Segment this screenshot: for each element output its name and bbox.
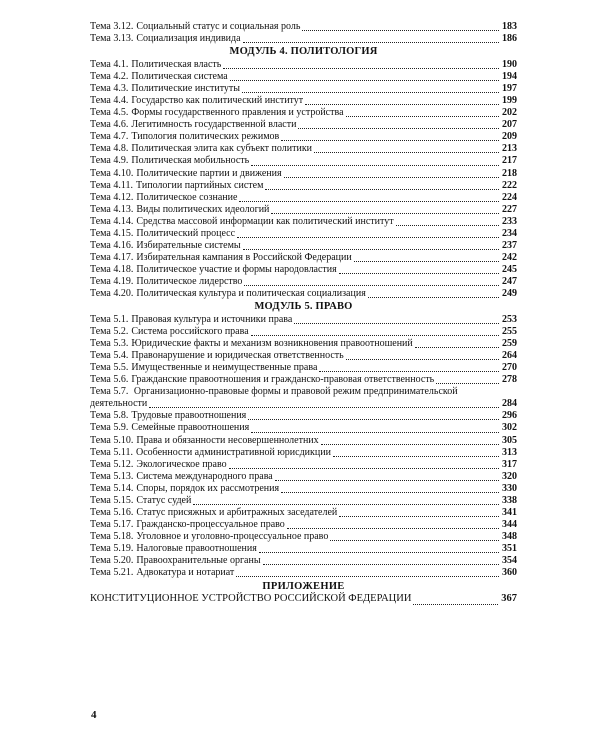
toc-topic-number: Тема 4.17.: [90, 251, 134, 263]
toc-topic-number: Тема 3.12.: [90, 21, 134, 32]
table-of-contents: [90, 21, 517, 607]
toc-entry[interactable]: [90, 107, 517, 119]
toc-page-number: 197: [502, 83, 517, 95]
toc-entry[interactable]: [90, 519, 517, 531]
toc-topic-title: Налоговые правоотношения: [136, 542, 257, 554]
toc-entry[interactable]: [90, 228, 517, 240]
toc-entry[interactable]: [90, 192, 517, 204]
toc-entry[interactable]: [90, 326, 517, 338]
toc-page-number: 367: [501, 593, 517, 605]
toc-page-number: 217: [502, 155, 517, 167]
toc-topic-number: Тема 5.21.: [90, 567, 134, 579]
toc-topic-number: Тема 5.16.: [90, 506, 134, 518]
toc-topic-title: Организационно-правовые формы и правовой режим предпринимательской: [133, 386, 458, 398]
toc-entry-wrapped-line1: [90, 386, 517, 398]
toc-entry[interactable]: [90, 422, 517, 434]
toc-entry[interactable]: [90, 240, 517, 252]
toc-topic-number: Тема 4.14.: [90, 215, 134, 227]
toc-page-number: 194: [502, 71, 517, 83]
toc-entry[interactable]: [90, 276, 517, 288]
toc-page-number: 284: [502, 398, 517, 410]
toc-topic-title: Политическая власть: [131, 59, 222, 71]
toc-page-number: 264: [502, 350, 517, 362]
toc-dot-leader: [314, 143, 499, 155]
toc-topic-number: Тема 4.16.: [90, 239, 134, 251]
toc-dot-leader: [230, 71, 499, 83]
toc-page-number: 247: [502, 275, 517, 287]
toc-entry[interactable]: [90, 33, 517, 45]
toc-topic-number: Тема 4.9.: [90, 155, 129, 167]
toc-entry[interactable]: [90, 435, 517, 447]
toc-dot-leader: [339, 264, 499, 276]
toc-topic-number: Тема 5.7.: [90, 386, 129, 398]
toc-dot-leader: [287, 519, 499, 531]
toc-dot-leader: [271, 204, 499, 216]
toc-topic-number: Тема 5.14.: [90, 482, 134, 494]
toc-topic-number: Тема 4.20.: [90, 287, 134, 299]
toc-page-number: 186: [502, 33, 517, 45]
toc-topic-title: Экологическое право: [136, 458, 227, 470]
toc-page-number: 207: [502, 119, 517, 131]
toc-entry[interactable]: [90, 288, 517, 300]
toc-topic-number: Тема 5.11.: [90, 446, 133, 458]
page-number: 4: [91, 709, 97, 721]
toc-topic-number: Тема 5.6.: [90, 374, 129, 386]
toc-page-number: 233: [502, 215, 517, 227]
toc-topic-title: Государство как политический институт: [131, 95, 304, 107]
toc-dot-leader: [436, 374, 499, 386]
toc-entry[interactable]: [90, 21, 517, 33]
toc-topic-number: Тема 5.8.: [90, 410, 129, 422]
toc-page-number: 253: [502, 314, 517, 326]
toc-topic-number: Тема 5.15.: [90, 494, 134, 506]
toc-page-number: 320: [502, 470, 517, 482]
toc-topic-number: Тема 4.8.: [90, 143, 129, 155]
toc-topic-number: Тема 4.19.: [90, 275, 134, 287]
toc-dot-leader: [251, 326, 499, 338]
toc-entry[interactable]: [90, 252, 517, 264]
toc-page-number: 234: [502, 227, 517, 239]
toc-topic-number: Тема 5.10.: [90, 434, 134, 446]
toc-entry[interactable]: [90, 543, 517, 555]
toc-entry[interactable]: [90, 555, 517, 567]
toc-dot-leader: [333, 447, 499, 459]
toc-dot-leader: [415, 338, 499, 350]
toc-page-number: 330: [502, 482, 517, 494]
toc-entry[interactable]: [90, 71, 517, 83]
toc-page-number: 202: [502, 107, 517, 119]
toc-dot-leader: [149, 398, 499, 410]
toc-topic-title-continued: деятельности: [90, 398, 148, 410]
toc-page-number: 344: [502, 518, 517, 530]
toc-dot-leader: [319, 362, 499, 374]
toc-entry-wrapped[interactable]: [90, 386, 517, 410]
toc-entry[interactable]: [90, 168, 517, 180]
toc-dot-leader: [236, 567, 499, 579]
toc-appendix-title: КОНСТИТУЦИОННОЕ УСТРОЙСТВО РОССИЙСКОЙ ФЕДЕРАЦИИ: [90, 593, 412, 605]
toc-entry[interactable]: [90, 314, 517, 326]
toc-dot-leader: [263, 555, 499, 567]
toc-dot-leader: [193, 495, 499, 507]
toc-topic-number: Тема 4.18.: [90, 263, 134, 275]
toc-entry[interactable]: [90, 216, 517, 228]
toc-topic-title: Гражданские правоотношения и гражданско-правовая ответственность: [131, 374, 435, 386]
toc-dot-leader: [284, 168, 499, 180]
toc-topic-title: Трудовые правоотношения: [131, 410, 247, 422]
toc-topic-title: Виды политических идеологий: [136, 203, 270, 215]
toc-topic-title: Права и обязанности несовершеннолетних: [136, 434, 319, 446]
toc-section-module5-part1: [90, 314, 517, 386]
toc-page-number: 255: [502, 326, 517, 338]
toc-dot-leader: [305, 95, 499, 107]
toc-dot-leader: [244, 276, 499, 288]
toc-topic-number: Тема 5.1.: [90, 314, 129, 326]
toc-topic-number: Тема 5.4.: [90, 350, 129, 362]
toc-page-number: 245: [502, 263, 517, 275]
toc-topic-number: Тема 5.13.: [90, 470, 134, 482]
toc-page-number: 227: [502, 203, 517, 215]
toc-dot-leader: [298, 119, 499, 131]
toc-page-number: 305: [502, 434, 517, 446]
toc-entry[interactable]: [90, 531, 517, 543]
toc-dot-leader: [294, 314, 499, 326]
toc-topic-number: Тема 5.12.: [90, 458, 134, 470]
toc-topic-title: Особенности административной юрисдикции: [136, 446, 331, 458]
toc-topic-title: Статус присяжных и арбитражных заседателей: [136, 506, 338, 518]
toc-topic-title: Политическая культура и политическая социализация: [136, 287, 366, 299]
toc-topic-number: Тема 4.2.: [90, 71, 129, 83]
toc-dot-leader: [242, 83, 499, 95]
toc-entry[interactable]: [90, 471, 517, 483]
toc-topic-number: Тема 4.4.: [90, 95, 129, 107]
toc-topic-title: Система международного права: [136, 470, 273, 482]
toc-page-number: 213: [502, 143, 517, 155]
toc-topic-title: Легитимность государственной власти: [131, 119, 297, 131]
toc-topic-number: Тема 3.13.: [90, 33, 134, 45]
toc-dot-leader: [251, 422, 499, 434]
toc-section-module3-end: [90, 21, 517, 45]
toc-topic-title: Избирательные системы: [136, 239, 241, 251]
toc-dot-leader: [302, 21, 499, 33]
toc-dot-leader: [265, 180, 499, 192]
toc-topic-title: Семейные правоотношения: [131, 422, 250, 434]
toc-entry-wrapped-line2: [90, 398, 517, 410]
toc-page-number: 224: [502, 191, 517, 203]
toc-entry[interactable]: [90, 567, 517, 579]
appendix-heading: ПРИЛОЖЕНИЕ: [262, 581, 345, 593]
toc-page-number: 270: [502, 362, 517, 374]
toc-topic-number: Тема 5.9.: [90, 422, 129, 434]
toc-entry[interactable]: [90, 131, 517, 143]
toc-page-number: 199: [502, 95, 517, 107]
toc-topic-number: Тема 4.15.: [90, 227, 134, 239]
toc-entry[interactable]: [90, 350, 517, 362]
toc-topic-title: Политические институты: [131, 83, 241, 95]
toc-page-number: 278: [502, 374, 517, 386]
toc-dot-leader: [281, 131, 499, 143]
toc-page-number: 237: [502, 239, 517, 251]
toc-dot-leader: [243, 33, 499, 45]
toc-entry[interactable]: [90, 507, 517, 519]
toc-topic-number: Тема 4.13.: [90, 203, 134, 215]
toc-topic-number: Тема 4.7.: [90, 131, 129, 143]
toc-dot-leader: [346, 350, 499, 362]
toc-topic-number: Тема 5.19.: [90, 542, 134, 554]
toc-topic-title: Формы государственного правления и устройства: [131, 107, 344, 119]
toc-entry[interactable]: [90, 204, 517, 216]
toc-page-number: 259: [502, 338, 517, 350]
toc-topic-title: Правовая культура и источники права: [131, 314, 293, 326]
toc-topic-number: Тема 5.5.: [90, 362, 129, 374]
toc-topic-number: Тема 4.6.: [90, 119, 129, 131]
toc-topic-title: Имущественные и неимущественные права: [131, 362, 318, 374]
toc-entry[interactable]: [90, 362, 517, 374]
toc-page-number: 354: [502, 554, 517, 566]
toc-dot-leader: [321, 435, 499, 447]
toc-entry[interactable]: [90, 83, 517, 95]
toc-dot-leader: [239, 192, 499, 204]
toc-topic-title: Социализация индивида: [136, 33, 241, 45]
toc-entry[interactable]: [90, 95, 517, 107]
toc-entry[interactable]: [90, 180, 517, 192]
toc-topic-number: Тема 5.20.: [90, 554, 134, 566]
toc-section-module5-part2: [90, 410, 517, 579]
toc-dot-leader: [281, 483, 499, 495]
toc-topic-title: Уголовное и уголовно-процессуальное право: [136, 530, 329, 542]
toc-topic-number: Тема 4.10.: [90, 167, 134, 179]
toc-entry[interactable]: [90, 374, 517, 386]
toc-topic-title: Политический процесс: [136, 227, 236, 239]
toc-topic-title: Политическая элита как субъект политики: [131, 143, 313, 155]
toc-dot-leader: [248, 410, 499, 422]
toc-entry[interactable]: [90, 59, 517, 71]
toc-topic-number: Тема 5.18.: [90, 530, 134, 542]
toc-topic-title: Политическая система: [131, 71, 228, 83]
toc-dot-leader: [339, 507, 499, 519]
toc-page-number: 242: [502, 251, 517, 263]
toc-page-number: 348: [502, 530, 517, 542]
toc-page-number: 183: [502, 21, 517, 32]
toc-topic-title: Политическое сознание: [136, 191, 238, 203]
toc-page-number: 341: [502, 506, 517, 518]
toc-page-number: 249: [502, 287, 517, 299]
toc-section-module4: [90, 59, 517, 300]
toc-entry[interactable]: [90, 155, 517, 167]
toc-entry[interactable]: [90, 495, 517, 507]
toc-topic-title: Политические партии и движения: [136, 167, 282, 179]
toc-topic-number: Тема 4.12.: [90, 191, 134, 203]
toc-entry[interactable]: [90, 338, 517, 350]
toc-dot-leader: [223, 59, 499, 71]
toc-topic-title: Политическая мобильность: [131, 155, 250, 167]
toc-page-number: 302: [502, 422, 517, 434]
toc-dot-leader: [251, 155, 499, 167]
toc-dot-leader: [243, 240, 499, 252]
toc-topic-title: Средства массовой информации как политический институт: [136, 215, 394, 227]
toc-topic-title: Правоохранительные органы: [136, 554, 261, 566]
toc-page-number: 190: [502, 59, 517, 71]
toc-dot-leader: [354, 252, 499, 264]
toc-topic-title: Гражданско-процессуальное право: [136, 518, 285, 530]
toc-topic-title: Типология политических режимов: [131, 131, 280, 143]
toc-entry[interactable]: [90, 483, 517, 495]
toc-topic-number: Тема 5.3.: [90, 338, 129, 350]
toc-dot-leader: [396, 216, 499, 228]
toc-page-number: 313: [502, 446, 517, 458]
toc-entry-appendix[interactable]: [90, 593, 517, 607]
toc-entry[interactable]: [90, 143, 517, 155]
toc-topic-title: Политическое лидерство: [136, 275, 243, 287]
module-heading-politology: МОДУЛЬ 4. ПОЛИТОЛОГИЯ: [229, 46, 378, 58]
toc-dot-leader: [330, 531, 499, 543]
toc-page-number: 218: [502, 167, 517, 179]
toc-dot-leader: [229, 459, 499, 471]
toc-dot-leader: [259, 543, 499, 555]
toc-dot-leader: [368, 288, 499, 300]
toc-dot-leader: [413, 593, 498, 607]
toc-topic-number: Тема 4.1.: [90, 59, 129, 71]
toc-topic-title: Статус судей: [136, 494, 192, 506]
toc-topic-title: Адвокатура и нотариат: [136, 567, 235, 579]
toc-topic-number: Тема 4.3.: [90, 83, 129, 95]
toc-topic-number: Тема 5.2.: [90, 326, 129, 338]
toc-page-number: 296: [502, 410, 517, 422]
toc-topic-number: Тема 4.5.: [90, 107, 129, 119]
toc-dot-leader: [346, 107, 499, 119]
toc-dot-leader: [275, 471, 499, 483]
toc-topic-title: Система российского права: [131, 326, 249, 338]
toc-page-number: 209: [502, 131, 517, 143]
toc-topic-number: Тема 4.11.: [90, 179, 133, 191]
toc-topic-title: Типологии партийных систем: [136, 179, 264, 191]
toc-topic-title: Правонарушение и юридическая ответственность: [131, 350, 344, 362]
toc-topic-title: Социальный статус и социальная роль: [136, 21, 301, 32]
toc-page-number: 222: [502, 179, 517, 191]
toc-page-number: 351: [502, 542, 517, 554]
toc-dot-leader: [237, 228, 499, 240]
toc-entry[interactable]: [90, 410, 517, 422]
toc-entry[interactable]: [90, 459, 517, 471]
toc-page-number: 338: [502, 494, 517, 506]
toc-topic-title: Избирательная кампания в Российской Федерации: [136, 251, 352, 263]
toc-entry[interactable]: [90, 119, 517, 131]
module-heading-law: МОДУЛЬ 5. ПРАВО: [254, 301, 353, 313]
toc-page-number: 317: [502, 458, 517, 470]
toc-topic-title: Юридические факты и механизм возникновения правоотношений: [131, 338, 413, 350]
toc-topic-title: Политическое участие и формы народовластия: [136, 263, 337, 275]
toc-entry[interactable]: [90, 264, 517, 276]
toc-topic-title: Споры, порядок их рассмотрения: [136, 482, 280, 494]
toc-page-number: 360: [502, 567, 517, 579]
toc-entry[interactable]: [90, 447, 517, 459]
toc-topic-number: Тема 5.17.: [90, 518, 134, 530]
